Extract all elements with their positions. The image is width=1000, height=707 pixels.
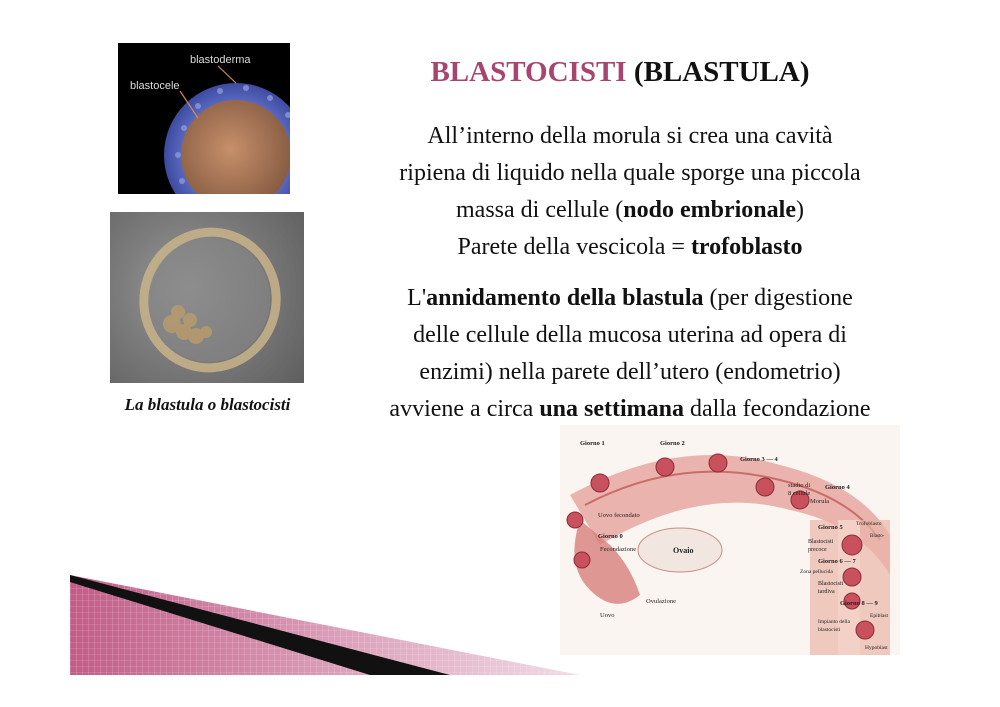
paragraph-annidamento [340, 280, 920, 428]
micrograph-svg [110, 212, 304, 383]
title-paren-open: ( [626, 56, 644, 88]
lbl-giorno5: Giorno 5 [818, 524, 843, 531]
para1-line3 [340, 192, 920, 229]
lbl-blastocisti-precoce: Blastocisti [808, 539, 834, 545]
lbl-giorno67: Giorno 6 — 7 [818, 558, 856, 565]
label-blastocele: blastocele [130, 80, 180, 92]
lbl-giorno89: Giorno 8 — 9 [840, 600, 878, 607]
para2-line1-a: L' [407, 285, 427, 311]
blastocyst-illustration [118, 43, 290, 194]
implantation-diagram [560, 425, 900, 655]
title-blastocisti: BLASTOCISTI [430, 56, 627, 88]
lbl-fecondazione: Fecondazione [600, 546, 637, 553]
para1-line4-text: Parete della vescicola = [457, 234, 691, 260]
lbl-blastocisti-tardiva: Blastocisti [818, 581, 844, 587]
trofoblasto-term: trofoblasto [690, 234, 803, 260]
title-paren-close: ) [799, 56, 810, 88]
title-blastula: BLASTULA [643, 56, 800, 88]
lbl-giorno2: Giorno 2 [660, 440, 685, 447]
lbl-ovaio: Ovaio [673, 546, 694, 555]
lbl-stadio8: stadio di [788, 482, 811, 489]
para1-line3-text: massa di cellule ( [456, 197, 624, 223]
lbl-zona-pellucida: Zona pellucida [800, 569, 833, 575]
lbl-giorno1: Giorno 1 [580, 440, 605, 447]
blastocyst-svg [118, 43, 290, 194]
lbl-blastocisti-precoce-b: precoce [808, 547, 827, 553]
para1-line4 [340, 229, 920, 266]
slide-title [340, 56, 900, 89]
lbl-giorno0: Giorno 0 [598, 533, 623, 540]
lbl-blastocisti-tardiva-b: tardiva [818, 589, 835, 595]
lbl-uovo: Uovo [600, 612, 615, 619]
lbl-giorno4: Giorno 4 [825, 484, 850, 491]
micrograph-caption: La blastula o blastocisti [124, 395, 291, 414]
lbl-stadio8b: 8 cellule [788, 490, 811, 497]
una-settimana-term: una settimana [539, 396, 685, 422]
lbl-giorno34: Giorno 3 — 4 [740, 456, 778, 463]
lbl-trofoblasto: Trofoblasto [856, 521, 882, 527]
lbl-hypoblast: Hypoblast [865, 645, 888, 651]
label-blastoderma: blastoderma [190, 54, 251, 66]
lbl-uovo-fecondato: Uovo fecondato [598, 512, 640, 519]
lbl-epiblast: Epiblast [870, 613, 889, 619]
decorative-wedge [70, 570, 580, 675]
para2-line4 [340, 391, 920, 428]
nodo-embrionale-term: nodo embrionale [623, 197, 796, 223]
para2-line2: delle cellule della mucosa uterina ad opera di [413, 322, 847, 348]
para1-line3-close: ) [795, 197, 804, 223]
para2-line3: enzimi) nella parete dell’utero (endometrio) [419, 359, 841, 385]
lbl-impianto: Impianto della [818, 619, 850, 625]
annidamento-term: annidamento della blastula [426, 285, 704, 311]
lbl-blastocele: Blasto- [870, 534, 885, 539]
para1-line1: All’interno della morula si crea una cavità [427, 123, 833, 149]
implantation-diagram-svg [560, 425, 900, 655]
lbl-morula: Morula [810, 498, 830, 505]
para2-line1 [340, 280, 920, 317]
lbl-ovulazione: Ovulazione [646, 598, 676, 605]
para2-line4-c: dalla fecondazione [684, 396, 871, 422]
lbl-impianto-b: blastocisti [818, 627, 841, 633]
para1-line2: ripiena di liquido nella quale sporge una piccola [399, 160, 861, 186]
para2-line1-c: (per digestione [703, 285, 853, 311]
paragraph-morula [340, 118, 920, 266]
blastula-micrograph [110, 212, 304, 383]
para2-line4-a: avviene a circa [389, 396, 540, 422]
